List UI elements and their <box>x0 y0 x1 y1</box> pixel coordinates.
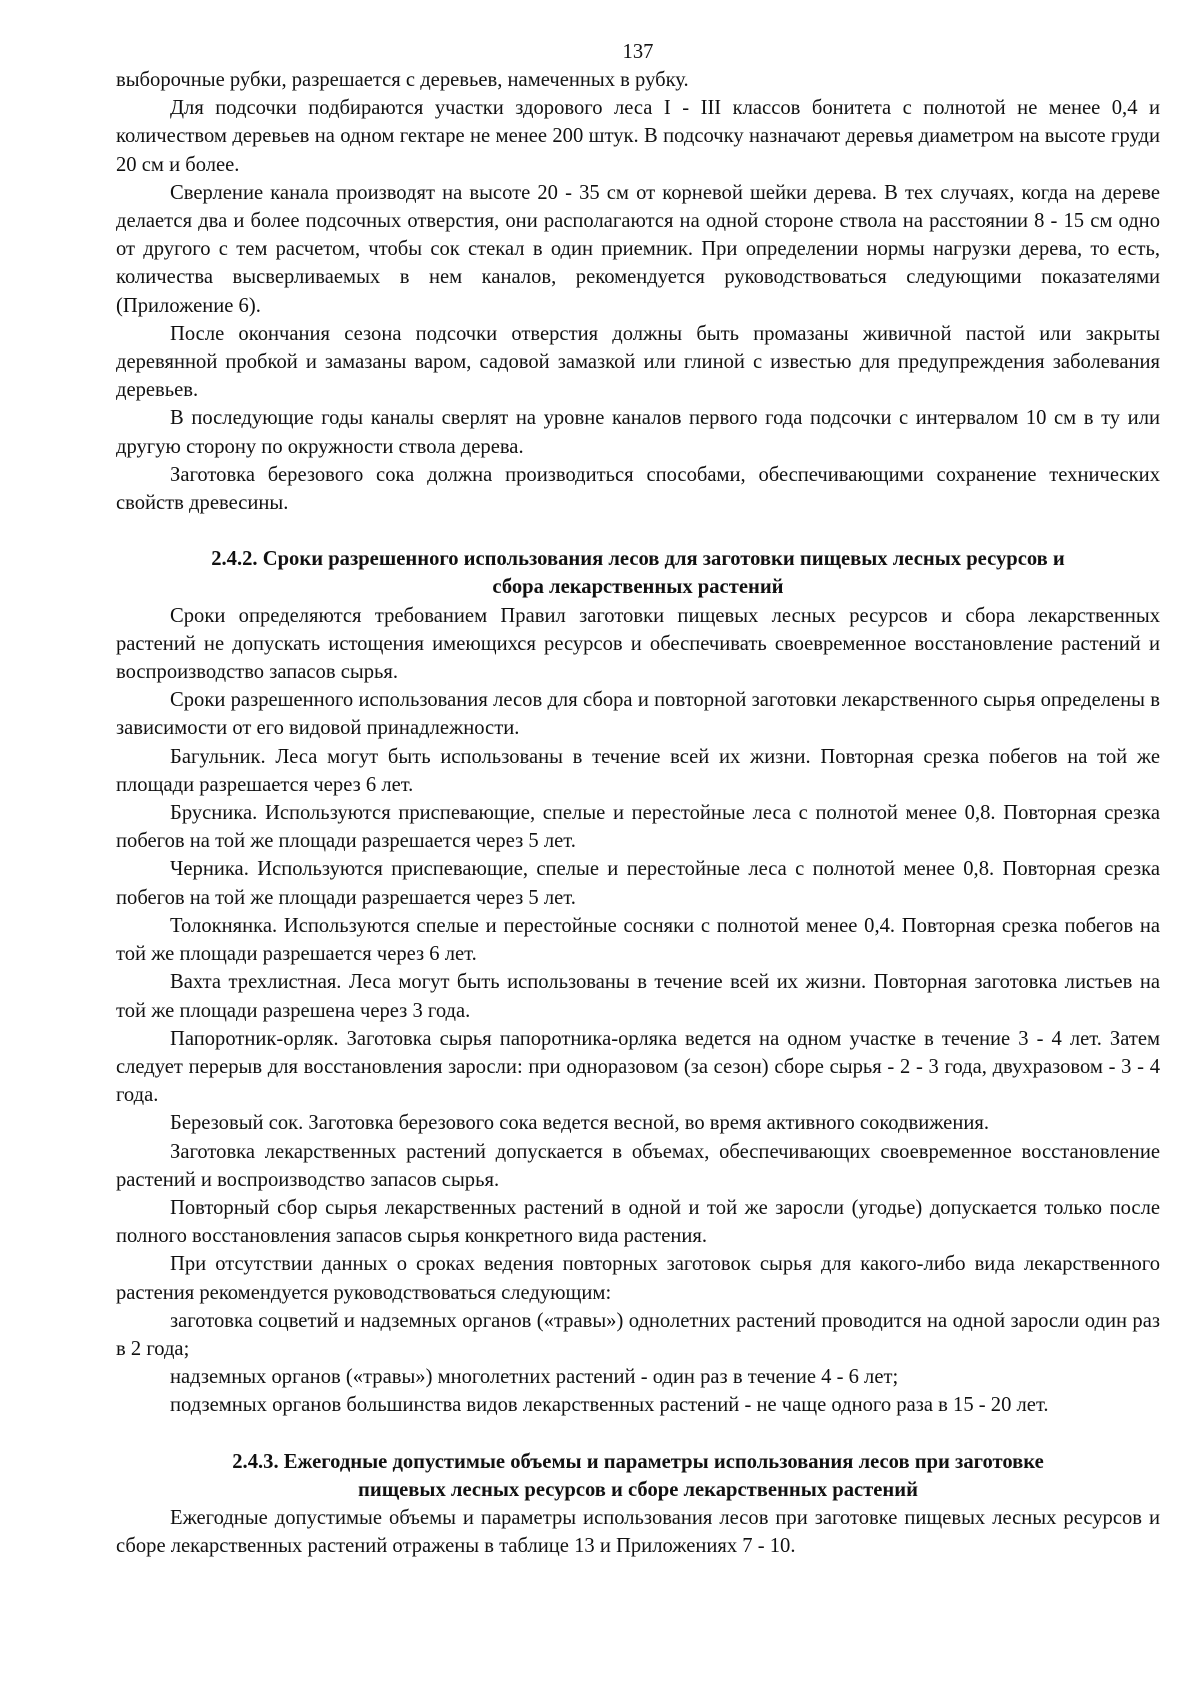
paragraph: После окончания сезона подсочки отверстия должны быть промазаны живичной пастой или закрыты деревянной пробкой и замазаны варом, садовой замазкой или глиной с известью для предупреждения заболевания деревьев. <box>116 322 1160 402</box>
paragraph: Толокнянка. Используются спелые и перестойные сосняки с полнотой менее 0,4. Повторная срезка побегов на той же площади разрешается через 6 лет. <box>116 914 1160 966</box>
paragraph: Сроки определяются требованием Правил заготовки пищевых лесных ресурсов и сбора лекарственных растений не допускать истощения имеющихся ресурсов и обеспечивать своевременное восстановление растений и воспроизводство запасов сырья. <box>116 604 1160 684</box>
paragraph: Повторный сбор сырья лекарственных растений в одной и той же заросли (угодье) допускается только после полного восстановления запасов сырья конкретного вида растения. <box>116 1196 1160 1248</box>
list-item: надземных органов («травы») многолетних растений - один раз в течение 4 - 6 лет; <box>170 1366 899 1389</box>
paragraph: Черника. Используются приспевающие, спелые и перестойные леса с полнотой менее 0,8. Повторная срезка побегов на той же площади разрешается через 5 лет. <box>116 858 1160 909</box>
paragraph: Для подсочки подбираются участки здорового леса I - III классов бонитета с полнотой не менее 0,4 и количеством деревьев на одном гектаре не менее 200 штук. В подсочку назначают деревья диаметром на высоте груди 20 см и более. <box>116 97 1160 176</box>
paragraph: выборочные рубки, разрешается с деревьев, намеченных в рубку. <box>116 69 689 91</box>
heading-line: сбора лекарственных растений <box>492 576 784 599</box>
paragraph: Заготовка березового сока должна производиться способами, обеспечивающими сохранение технических свойств древесины. <box>116 463 1160 515</box>
section-heading-2-4-3 <box>116 1448 1160 1504</box>
paragraph: Багульник. Леса могут быть использованы в течение всей их жизни. Повторная срезка побегов на той же площади разрешается через 6 лет. <box>116 745 1160 796</box>
paragraph: При отсутствии данных о сроках ведения повторных заготовок сырья для какого-либо вида лекарственного растения рекомендуется руководствоваться следующим: <box>116 1253 1160 1304</box>
paragraph: Сверление канала производят на высоте 20 - 35 см от корневой шейки дерева. В тех случаях, когда на дереве делается два и более подсочных отверстия, они располагаются на одной стороне ствола на расстоянии 8 - 15 см одно от другого с тем расчетом, чтобы сок стекал в один приемник. При определении нормы нагрузки дерева, то есть, количества высверливаемых в нем каналов, рекомендуется руководствоваться следующими показателями (Приложение 6). <box>116 181 1160 317</box>
paragraph: Папоротник-орляк. Заготовка сырья папоротника-орляка ведется на одном участке в течение 3 - 4 лет. Затем следует перерыв для восстановления заросли: при одноразовом (за сезон) сборе сырья - 2 - 3 года, двухразовом - 3 - 4 года. <box>116 1027 1160 1107</box>
page-number: 137 <box>622 41 654 63</box>
heading-line: пищевых лесных ресурсов и сборе лекарственных растений <box>357 1478 919 1501</box>
document-page <box>116 0 1160 1560</box>
section-heading-2-4-2 <box>116 545 1160 601</box>
paragraph: Брусника. Используются приспевающие, спелые и перестойные леса с полнотой менее 0,8. Повторная срезка побегов на той же площади разрешается через 5 лет. <box>116 802 1160 853</box>
paragraph: Вахта трехлистная. Леса могут быть использованы в течение всей их жизни. Повторная заготовка листьев на той же площади разрешена через 3 года. <box>116 971 1160 1022</box>
list-item: заготовка соцветий и надземных органов («травы») однолетних растений проводится на одной заросли один раз в 2 года; <box>116 1309 1160 1360</box>
paragraph: Ежегодные допустимые объемы и параметры использования лесов при заготовке пищевых лесных ресурсов и сборе лекарственных растений отражены в таблице 13 и Приложениях 7 - 10. <box>116 1506 1160 1558</box>
list-item: подземных органов большинства видов лекарственных растений - не чаще одного раза в 15 - 20 лет. <box>170 1394 1049 1417</box>
paragraph: В последующие годы каналы сверлят на уровне каналов первого года подсочки с интервалом 10 см в ту или другую сторону по окружности ствола дерева. <box>116 407 1160 458</box>
heading-line: 2.4.3. Ежегодные допустимые объемы и параметры использования лесов при заготовке <box>232 1450 1044 1473</box>
heading-line: 2.4.2. Сроки разрешенного использования лесов для заготовки пищевых лесных ресурсов и <box>211 548 1065 571</box>
paragraph: Заготовка лекарственных растений допускается в объемах, обеспечивающих своевременное восстановление растений и воспроизводство запасов сырья. <box>116 1140 1160 1191</box>
paragraph: Сроки разрешенного использования лесов для сбора и повторной заготовки лекарственного сырья определены в зависимости от его видовой принадлежности. <box>116 689 1160 740</box>
paragraph: Березовый сок. Заготовка березового сока ведется весной, во время активного сокодвижения. <box>170 1112 989 1135</box>
